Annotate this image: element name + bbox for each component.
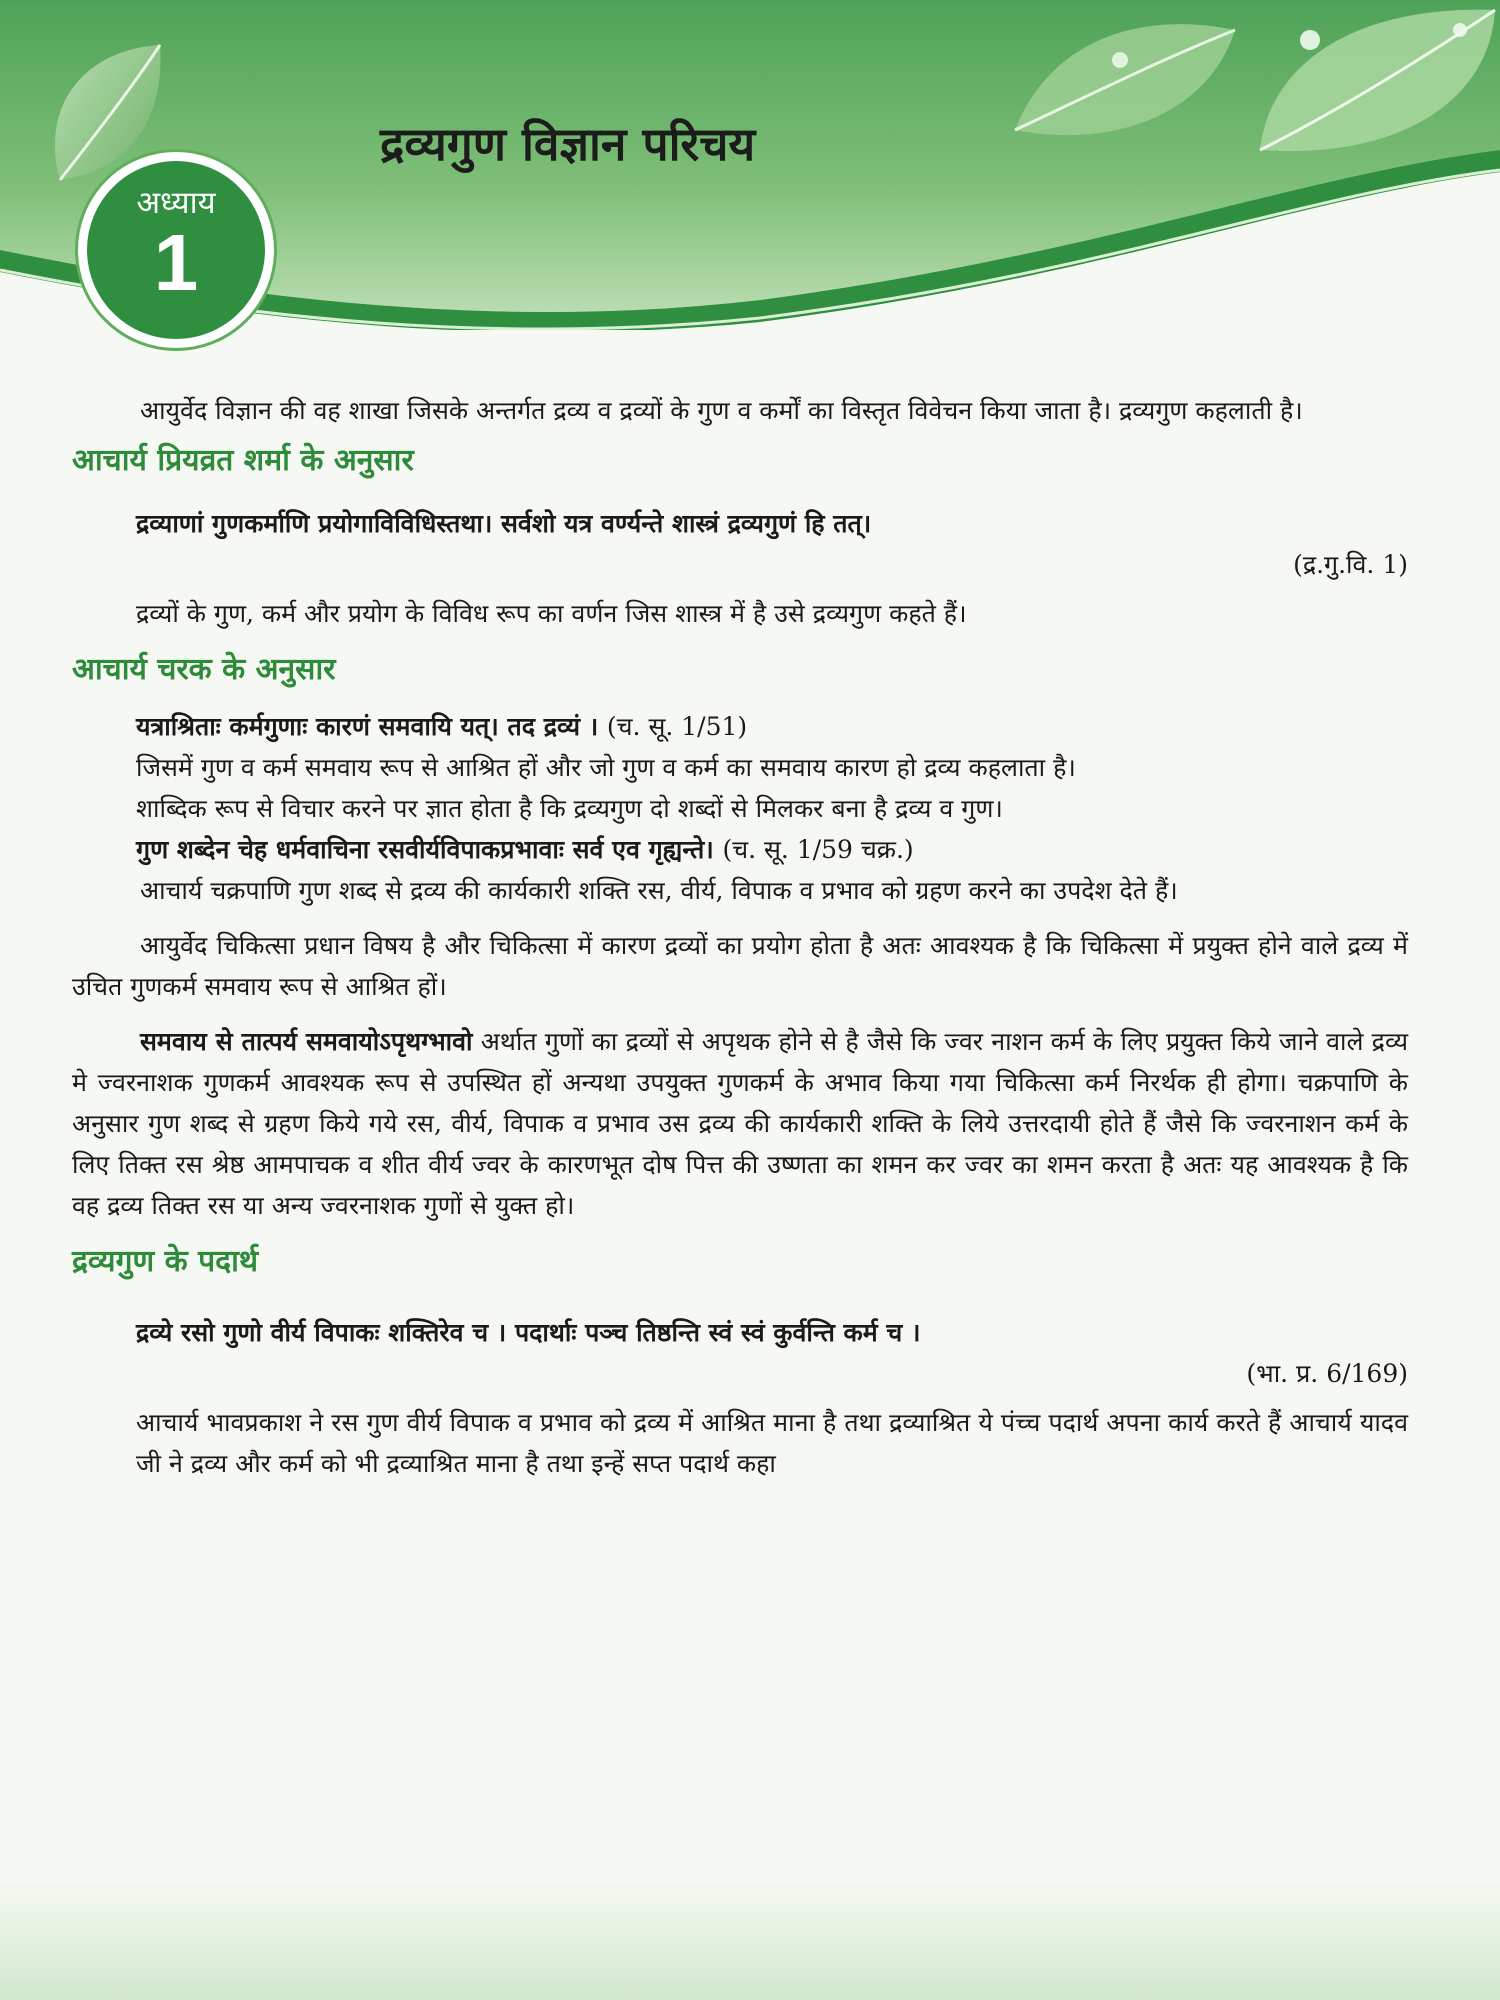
charak-para-5-bold: समवाय से तात्पर्य समवायोऽपृथग्भावो: [140, 1027, 473, 1056]
charak-para-1: जिसमें गुण व कर्म समवाय रूप से आश्रित हों और जो गुण व कर्म का समवाय कारण हो द्रव्य कहलाता है।: [136, 753, 1076, 782]
bottom-decor: [0, 1880, 1500, 2000]
page-title: द्रव्यगुण विज्ञान परिचय: [380, 117, 756, 171]
verse-charak-2: [72, 829, 1408, 870]
verse-charak-2-text: गुण शब्देन चेह धर्मवाचिना रसवीर्यविपाकप्रभावाः सर्व एव गृह्यन्ते।: [136, 835, 714, 864]
heading-charak: आचार्य चरक के अनुसार: [72, 652, 336, 687]
intro-paragraph: आयुर्वेद विज्ञान की वह शाखा जिसके अन्तर्गत द्रव्य व द्रव्यों के गुण व कर्मों का विस्तृत विवेचन किया जाता है। द्रव्यगुण कहलाती है।: [140, 396, 1303, 425]
ref-priyavrat: (द्र.गु.वि. 1): [1293, 550, 1408, 579]
charak-para-3: आचार्य चक्रपाणि गुण शब्द से द्रव्य की कार्यकारी शक्ति रस, वीर्य, विपाक व प्रभाव को ग्रहण करने का उपदेश देते हैं।: [140, 876, 1178, 905]
charak-para-5: [72, 1021, 1408, 1226]
verse-charak-1-text: यत्राश्रिताः कर्मगुणाः कारणं समवायि यत्। तद द्रव्यं ।: [136, 712, 599, 741]
explanation-priyavrat: द्रव्यों के गुण, कर्म और प्रयोग के विविध रूप का वर्णन जिस शास्त्र में है उसे द्रव्यगुण कहते हैं।: [136, 599, 967, 628]
verse-charak-2-ref: (च. सू. 1/59 चक्र.): [722, 835, 914, 864]
chapter-badge: [78, 152, 274, 348]
heading-priyavrat: आचार्य प्रियव्रत शर्मा के अनुसार: [72, 443, 414, 478]
verse-priyavrat: द्रव्याणां गुणकर्माणि प्रयोगाविविधिस्तथा। सर्वशो यत्र वर्ण्यन्ते शास्त्रं द्रव्यगुणं हि तत्।: [136, 509, 872, 538]
verse-charak-1: [72, 706, 1408, 747]
charak-para-2: शाब्दिक रूप से विचार करने पर ज्ञात होता है कि द्रव्यगुण दो शब्दों से मिलकर बना है द्रव्य व गुण।: [136, 794, 1003, 823]
verse-padarth: द्रव्ये रसो गुणो वीर्य विपाकः शक्तिरेव च । पदार्थाः पञ्च तिष्ठन्ति स्वं स्वं कुर्वन्ति कर्म च ।: [136, 1318, 921, 1347]
chapter-label: अध्याय: [136, 185, 216, 221]
chapter-number: 1: [153, 218, 199, 307]
charak-para-5-text: अर्थात गुणों का द्रव्यों से अपृथक होने से है जैसे कि ज्वर नाशन कर्म के लिए प्रयुक्त किये जाने वाले द्रव्य मे ज्वरनाशक गुणकर्म आवश्यक रूप से उपस्थित हों अन्यथा उपयुक्त गुणकर्म के अभाव किया गया चिकित्सा कर्म निरर्थक ही होगा। चक्रपाणि के अनुसार गुण शब्द से ग्रहण किये गये रस, वीर्य, विपाक व प्रभाव उस द्रव्य की कार्यकारी शक्ति के लिये उत्तरदायी होते हैं जैसे कि ज्वरनाशन कर्म के लिए तिक्त रस श्रेष्ठ आमपाचक व शीत वीर्य ज्वर के कारणभूत दोष पित्त की उष्णता का शमन कर ज्वर का शमन करता है अतः यह आवश्यक है कि वह द्रव्य तिक्त रस या अन्य ज्वरनाशक गुणों से युक्त हो।: [72, 1027, 1408, 1220]
ref-padarth: (भा. प्र. 6/169): [1246, 1359, 1408, 1388]
page-content: [72, 390, 1408, 1484]
padarth-paragraph: आचार्य भावप्रकाश ने रस गुण वीर्य विपाक व प्रभाव को द्रव्य में आश्रित माना है तथा द्रव्याश्रित ये पंच्च पदार्थ अपना कार्य करते हैं आचार्य यादव जी ने द्रव्य और कर्म को भी द्रव्याश्रित माना है तथा इन्हें सप्त पदार्थ कहा: [136, 1408, 1408, 1478]
leaf-top-right-icon: [1250, 0, 1500, 160]
verse-charak-1-ref: (च. सू. 1/51): [606, 712, 748, 741]
heading-padarth: द्रव्यगुण के पदार्थ: [72, 1244, 259, 1279]
charak-para-4: आयुर्वेद चिकित्सा प्रधान विषय है और चिकित्सा में कारण द्रव्यों का प्रयोग होता है अतः आवश्यक है कि चिकित्सा में प्रयुक्त होने वाले द्रव्य में उचित गुणकर्म समवाय रूप से आश्रित हों।: [72, 931, 1408, 1001]
leaf-top-center-icon: [1010, 10, 1240, 150]
